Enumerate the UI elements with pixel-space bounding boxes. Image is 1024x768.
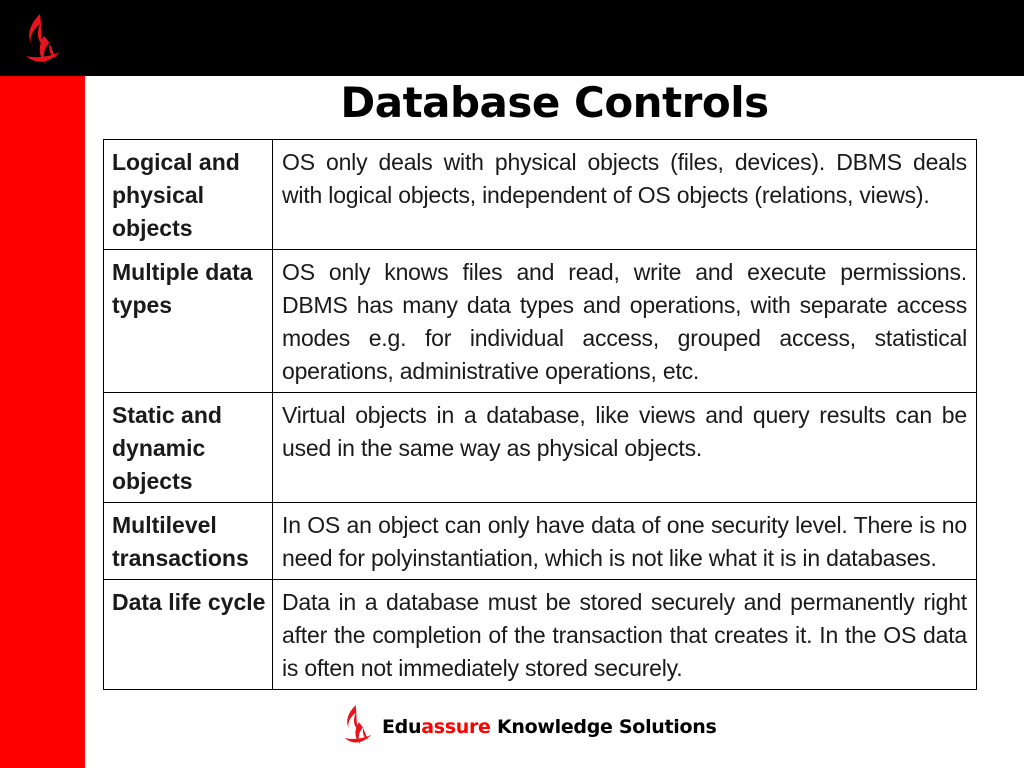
table-row [104, 580, 977, 690]
row-description: In OS an object can only have data of one security level. There is no need for polyinstantiation, which is not like what it is in databases. [273, 503, 977, 580]
footer-branding [340, 700, 717, 754]
row-term: Multiple data types [104, 250, 273, 393]
controls-table [103, 139, 977, 690]
table-row [104, 393, 977, 503]
table-row [104, 140, 977, 250]
side-accent-bar [0, 76, 85, 768]
header-bar [0, 0, 1024, 76]
company-name [382, 716, 717, 738]
row-description: Virtual objects in a database, like views and query results can be used in the same way as physical objects. [273, 393, 977, 503]
slide-title: Database Controls [340, 78, 769, 127]
table-row [104, 503, 977, 580]
flame-logo-icon [340, 701, 376, 753]
row-description: Data in a database must be stored securely and permanently right after the completion of the transaction that creates it. In the OS data is often not immediately stored securely. [273, 580, 977, 690]
row-term: Multilevel transactions [104, 503, 273, 580]
row-term: Logical and physical objects [104, 140, 273, 250]
row-term: Static and dynamic objects [104, 393, 273, 503]
table-row [104, 250, 977, 393]
flame-logo-icon [20, 12, 66, 72]
row-description: OS only deals with physical objects (files, devices). DBMS deals with logical objects, independent of OS objects (relations, views). [273, 140, 977, 250]
row-description: OS only knows files and read, write and execute permissions. DBMS has many data types and operations, with separate access modes e.g. for individual access, grouped access, statistical operations, administrative operations, etc. [273, 250, 977, 393]
brand-highlight: assure [421, 716, 491, 738]
brand-suffix: Knowledge Solutions [490, 716, 717, 738]
row-term: Data life cycle [104, 580, 273, 690]
brand-prefix: Edu [382, 716, 422, 738]
